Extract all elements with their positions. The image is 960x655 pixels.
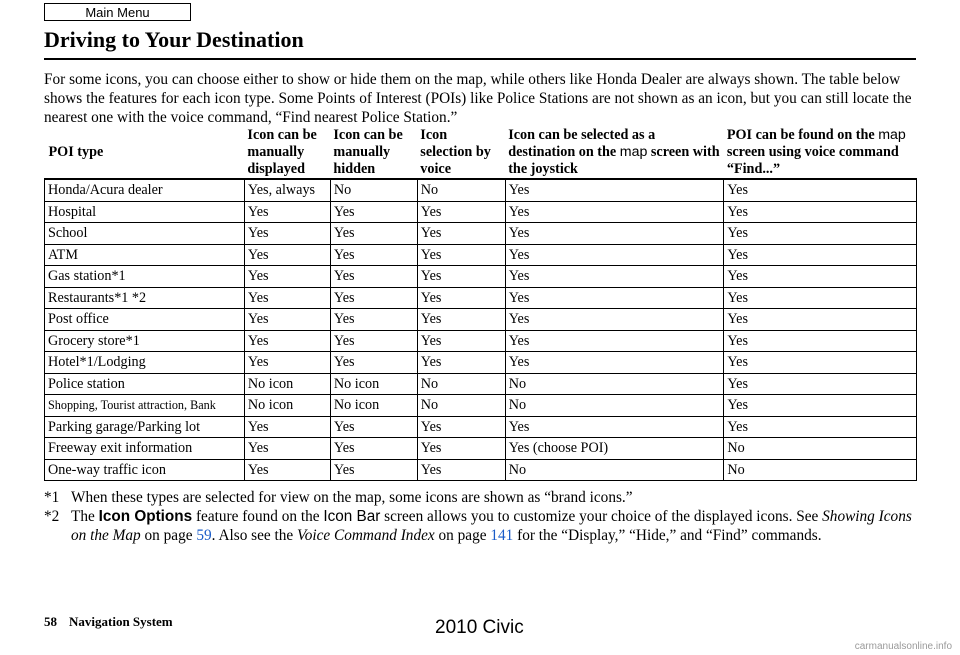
- voice-cell: Yes: [417, 416, 505, 438]
- find-cell: No: [724, 459, 917, 481]
- hidden-cell: No: [330, 179, 417, 201]
- table-row: [45, 309, 917, 331]
- header-selection-by-voice: Icon selection by voice: [417, 126, 505, 179]
- voice-cell: Yes: [417, 201, 505, 223]
- voice-cell: Yes: [417, 352, 505, 374]
- hidden-cell: Yes: [330, 330, 417, 352]
- joystick-cell: Yes: [505, 266, 724, 288]
- footnote-2-mark: *2: [44, 508, 60, 525]
- voice-cell: Yes: [417, 266, 505, 288]
- page-59-link[interactable]: 59: [196, 527, 212, 544]
- voice-cell: No: [417, 373, 505, 395]
- voice-cell: Yes: [417, 459, 505, 481]
- displayed-cell: Yes: [244, 459, 330, 481]
- joystick-cell: Yes (choose POI): [505, 438, 724, 460]
- joystick-cell: Yes: [505, 352, 724, 374]
- find-cell: Yes: [724, 373, 917, 395]
- voice-cell: No: [417, 395, 505, 417]
- displayed-cell: Yes: [244, 438, 330, 460]
- main-menu-button[interactable]: Main Menu: [44, 3, 191, 21]
- hidden-cell: Yes: [330, 459, 417, 481]
- joystick-cell: Yes: [505, 179, 724, 201]
- footnotes: [44, 488, 919, 545]
- table-row: [45, 244, 917, 266]
- find-cell: Yes: [724, 223, 917, 245]
- poi-type-cell: School: [45, 223, 245, 245]
- poi-type-cell: Police station: [45, 373, 245, 395]
- voice-command-index-reference: Voice Command Index: [297, 527, 435, 544]
- table-row: [45, 352, 917, 374]
- poi-type-cell: Hospital: [45, 201, 245, 223]
- poi-type-cell: Hotel*1/Lodging: [45, 352, 245, 374]
- footnote-1-text: When these types are selected for view on the map, some icons are shown as “brand icons.”: [71, 489, 633, 506]
- table-row: [45, 395, 917, 417]
- displayed-cell: No icon: [244, 395, 330, 417]
- hidden-cell: Yes: [330, 309, 417, 331]
- displayed-cell: Yes: [244, 287, 330, 309]
- table-row: [45, 266, 917, 288]
- joystick-cell: Yes: [505, 416, 724, 438]
- watermark: carmanualsonline.info: [854, 641, 952, 652]
- find-cell: Yes: [724, 416, 917, 438]
- find-cell: Yes: [724, 352, 917, 374]
- voice-cell: Yes: [417, 287, 505, 309]
- poi-type-cell: Shopping, Tourist attraction, Bank: [45, 395, 245, 417]
- poi-type-cell: Grocery store*1: [45, 330, 245, 352]
- voice-cell: Yes: [417, 438, 505, 460]
- header-manually-displayed: Icon can be manually displayed: [244, 126, 330, 179]
- joystick-cell: Yes: [505, 309, 724, 331]
- displayed-cell: Yes: [244, 266, 330, 288]
- table-row: [45, 223, 917, 245]
- displayed-cell: Yes: [244, 309, 330, 331]
- poi-type-cell: Post office: [45, 309, 245, 331]
- find-cell: Yes: [724, 287, 917, 309]
- poi-type-cell: Freeway exit information: [45, 438, 245, 460]
- title-divider: [44, 58, 916, 60]
- page-footer: [44, 614, 173, 630]
- footnote-2-text: The Icon Options feature found on the Icon Bar screen allows you to customize your choice of the displayed icons. See Showing Icons on the Map on page 59. Also see the Voice Command Index on page 141 for the “Display,” “Hide,” and “Find” commands.: [71, 508, 912, 544]
- table-row: [45, 438, 917, 460]
- find-cell: Yes: [724, 179, 917, 201]
- table-row: [45, 416, 917, 438]
- displayed-cell: Yes, always: [244, 179, 330, 201]
- table-row: [45, 459, 917, 481]
- intro-paragraph: For some icons, you can choose either to show or hide them on the map, while others like Honda Dealer are always shown. The table below shows the features for each icon type. Some Points of Interest (POIs) like Police Stations are not shown as an icon, but you can still locate the nearest one with the voice command, “Find nearest Police Station.”: [44, 71, 912, 126]
- joystick-cell: No: [505, 395, 724, 417]
- table-row: [45, 373, 917, 395]
- joystick-cell: Yes: [505, 330, 724, 352]
- poi-type-cell: Parking garage/Parking lot: [45, 416, 245, 438]
- table-row: [45, 330, 917, 352]
- page-141-link[interactable]: 141: [490, 527, 514, 544]
- joystick-cell: No: [505, 373, 724, 395]
- find-cell: Yes: [724, 395, 917, 417]
- voice-cell: Yes: [417, 309, 505, 331]
- find-cell: No: [724, 438, 917, 460]
- voice-cell: Yes: [417, 223, 505, 245]
- page-number: 58: [44, 614, 57, 629]
- displayed-cell: Yes: [244, 352, 330, 374]
- hidden-cell: Yes: [330, 266, 417, 288]
- find-cell: Yes: [724, 330, 917, 352]
- hidden-cell: Yes: [330, 416, 417, 438]
- find-cell: Yes: [724, 244, 917, 266]
- voice-cell: No: [417, 179, 505, 201]
- icon-bar-term: Icon Bar: [323, 508, 381, 525]
- footer-section: Navigation System: [69, 614, 173, 629]
- hidden-cell: No icon: [330, 373, 417, 395]
- hidden-cell: Yes: [330, 244, 417, 266]
- icon-options-term: Icon Options: [98, 508, 193, 525]
- voice-cell: Yes: [417, 330, 505, 352]
- joystick-cell: Yes: [505, 287, 724, 309]
- voice-cell: Yes: [417, 244, 505, 266]
- poi-type-cell: One-way traffic icon: [45, 459, 245, 481]
- find-cell: Yes: [724, 201, 917, 223]
- header-poi-type: POI type: [45, 126, 245, 179]
- poi-type-cell: Honda/Acura dealer: [45, 179, 245, 201]
- header-find-by-voice: POI can be found on the map screen using voice command “Find...”: [724, 126, 917, 179]
- table-row: [45, 201, 917, 223]
- find-cell: Yes: [724, 266, 917, 288]
- table-row: [45, 179, 917, 201]
- hidden-cell: Yes: [330, 223, 417, 245]
- joystick-cell: Yes: [505, 244, 724, 266]
- hidden-cell: Yes: [330, 287, 417, 309]
- hidden-cell: Yes: [330, 352, 417, 374]
- header-select-with-joystick: Icon can be selected as a destination on the map screen with the joystick: [505, 126, 724, 179]
- footnote-1: [44, 488, 919, 507]
- find-cell: Yes: [724, 309, 917, 331]
- displayed-cell: Yes: [244, 330, 330, 352]
- hidden-cell: Yes: [330, 201, 417, 223]
- displayed-cell: No icon: [244, 373, 330, 395]
- page-title: Driving to Your Destination: [44, 27, 304, 52]
- joystick-cell: Yes: [505, 201, 724, 223]
- displayed-cell: Yes: [244, 244, 330, 266]
- table-row: [45, 287, 917, 309]
- joystick-cell: Yes: [505, 223, 724, 245]
- table-header-row: [45, 126, 917, 179]
- displayed-cell: Yes: [244, 223, 330, 245]
- footnote-1-mark: *1: [44, 489, 60, 506]
- displayed-cell: Yes: [244, 201, 330, 223]
- joystick-cell: No: [505, 459, 724, 481]
- footnote-2: [44, 507, 919, 545]
- poi-type-cell: Restaurants*1 *2: [45, 287, 245, 309]
- showing-icons-reference: Showing Icons on the Map: [71, 508, 912, 544]
- poi-type-cell: Gas station*1: [45, 266, 245, 288]
- displayed-cell: Yes: [244, 416, 330, 438]
- model-label: 2010 Civic: [435, 617, 524, 638]
- header-manually-hidden: Icon can be manually hidden: [330, 126, 417, 179]
- poi-features-table: [44, 126, 917, 481]
- poi-type-cell: ATM: [45, 244, 245, 266]
- hidden-cell: No icon: [330, 395, 417, 417]
- hidden-cell: Yes: [330, 438, 417, 460]
